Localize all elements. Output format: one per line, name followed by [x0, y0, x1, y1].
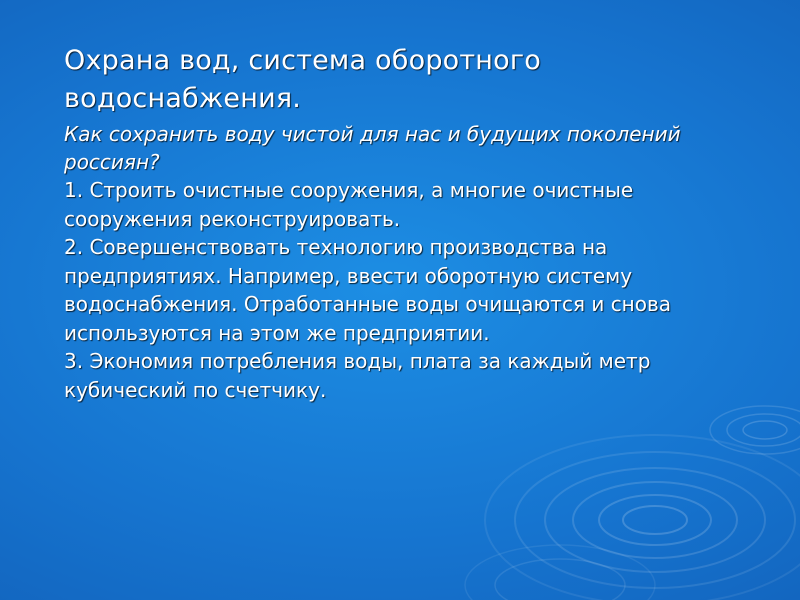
measures-list — [64, 176, 764, 404]
measure-item-3: 3. Экономия потребления воды, плата за каждый метр кубический по счетчику. — [64, 349, 651, 402]
slide-title: Охрана вод, система оборотного водоснабжения. — [64, 45, 541, 114]
measure-item-1: 1. Строить очистные сооружения, а многие очистные сооружения реконструировать. — [64, 178, 634, 231]
slide-question: Как сохранить воду чистой для нас и будущих поколений россиян? — [64, 122, 681, 174]
slide-content — [64, 42, 764, 404]
measure-item-2: 2. Совершенствовать технологию производства на предприятиях. Например, ввести оборотную систему водоснабжения. Отработанные воды очищаются и снова используются на этом же предприятии. — [64, 235, 672, 345]
